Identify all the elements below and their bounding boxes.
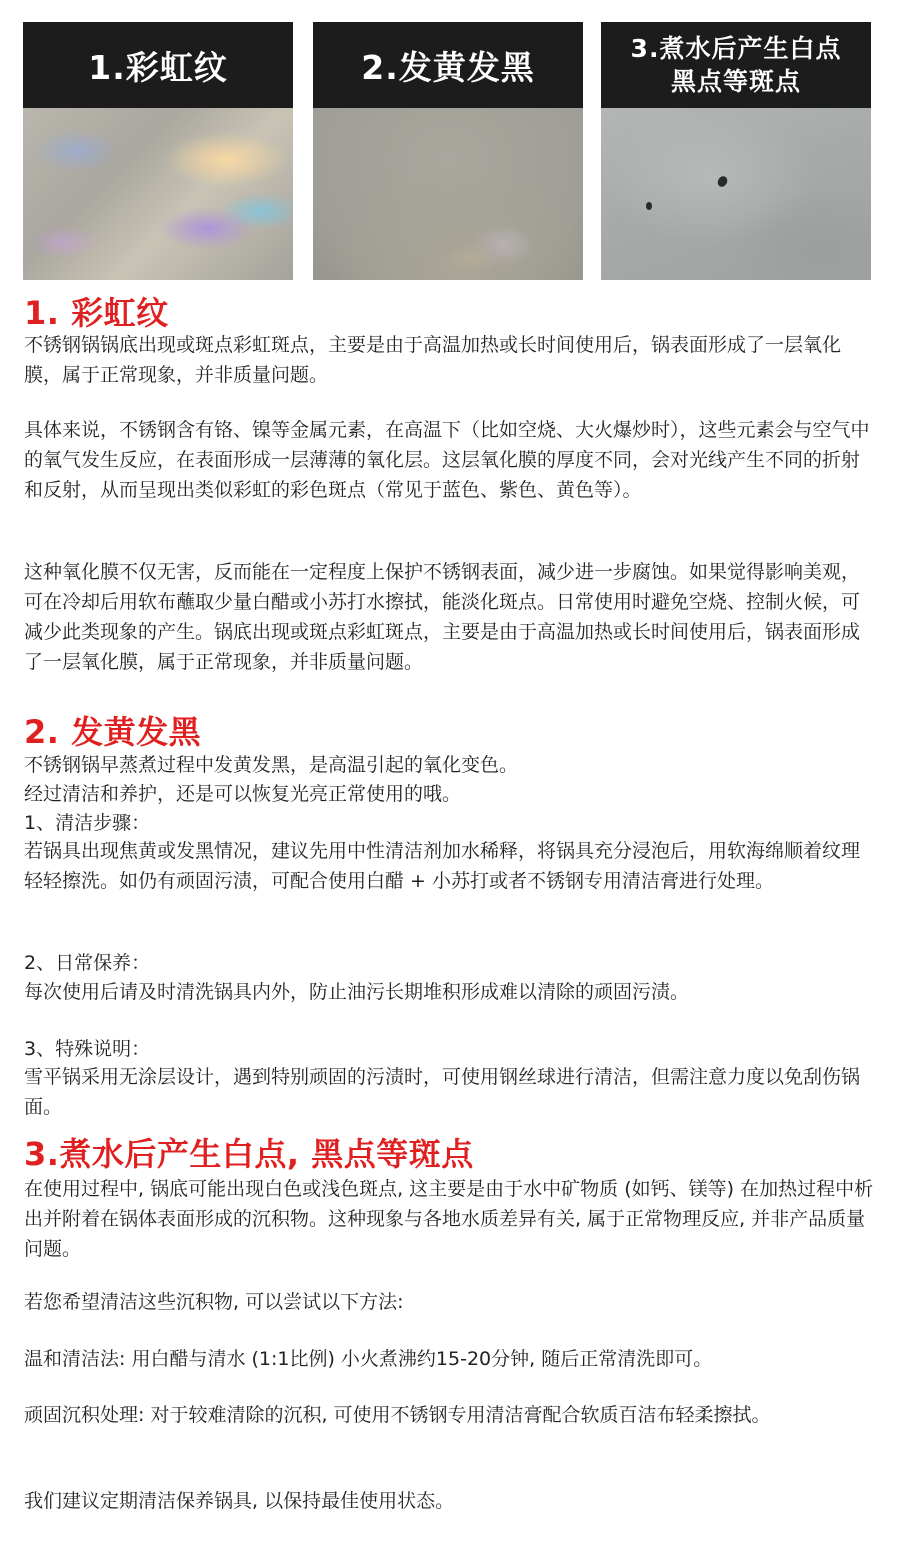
body-paragraph: 不锈钢锅锅底出现或斑点彩虹斑点，主要是由于高温加热或长时间使用后，锅表面形成了一层氧化膜，属于正常现象，并非质量问题。 [24,334,842,386]
body-paragraph: 每次使用后请及时清洗锅具内外，防止油污长期堆积形成难以清除的顽固污渍。 [24,981,690,1003]
panel-title: 2.发黄发黑 [313,22,583,108]
rainbow-stain-panel [23,22,293,280]
rainbow-stain-photo [23,108,293,280]
body-paragraph: 若锅具出现焦黄或发黑情况，建议先用中性清洁剂加水稀释，将锅具充分浸泡后，用软海绵顺着纹理轻轻擦洗。如仍有顽固污渍，可配合使用白醋 + 小苏打或者不锈钢专用清洁膏进行处理。 [24,840,861,892]
body-paragraph: 具体来说，不锈钢含有铬、镍等金属元素，在高温下（比如空烧、大火爆炒时），这些元素会与空气中的氧气发生反应，在表面形成一层薄薄的氧化层。这层氧化膜的厚度不同，会对光线产生不同的折射和反射，从而呈现出类似彩虹的彩色斑点（常见于蓝色、紫色、黄色等）。 [24,419,870,501]
body-paragraph: 不锈钢锅早蒸煮过程中发黄发黑，是高温引起的氧化变色。 [24,754,519,776]
dark-spot [646,202,652,210]
body-paragraph: 雪平锅采用无涂层设计，遇到特别顽固的污渍时，可使用钢丝球进行清洁，但需注意力度以免刮伤锅面。 [24,1066,861,1118]
section-title-yellow-black: 2. 发黄发黑 [24,713,202,751]
body-paragraph: 顽固沉积处理: 对于较难清除的沉积, 可使用不锈钢专用清洁膏配合软质百洁布轻柔擦拭。 [24,1404,771,1426]
body-paragraph: 这种氧化膜不仅无害，反而能在一定程度上保护不锈钢表面，减少进一步腐蚀。如果觉得影响美观，可在冷却后用软布蘸取少量白醋或小苏打水擦拭，能淡化斑点。日常使用时避免空烧、控制火候，可减少此类现象的产生。锅底出现或斑点彩虹斑点，主要是由于高温加热或长时间使用后，锅表面形成了一层氧化膜，属于正常现象，并非质量问题。 [24,561,861,673]
dark-spot [716,174,729,188]
yellow-black-photo [313,108,583,280]
body-paragraph: 若您希望清洁这些沉积物, 可以尝试以下方法: [24,1291,404,1313]
step-heading: 2、日常保养： [24,952,151,974]
body-paragraph: 经过清洁和养护，还是可以恢复光亮正常使用的哦。 [24,783,462,805]
body-paragraph: 我们建议定期清洁保养锅具, 以保持最佳使用状态。 [24,1490,455,1512]
step-heading: 3、特殊说明： [24,1038,151,1060]
panel-title: 3.煮水后产生白点 黑点等斑点 [601,22,871,108]
white-spot-panel [601,22,871,280]
white-spot-photo [601,108,871,280]
panel-title: 1.彩虹纹 [23,22,293,108]
section-title-rainbow: 1. 彩虹纹 [24,294,169,332]
step-heading: 1、清洁步骤： [24,812,151,834]
body-paragraph: 在使用过程中, 锅底可能出现白色或浅色斑点, 这主要是由于水中矿物质 (如钙、镁等) 在加热过程中析出并附着在锅体表面形成的沉积物。这种现象与各地水质差异有关, 属于正常物理反应, 并非产品质量问题。 [24,1178,874,1260]
body-paragraph: 温和清洁法: 用白醋与清水 (1:1比例) 小火煮沸约15-20分钟, 随后正常清洗即可。 [24,1348,713,1370]
section-title-white-spots: 3.煮水后产生白点, 黑点等斑点 [24,1135,474,1173]
yellow-black-panel [313,22,583,280]
